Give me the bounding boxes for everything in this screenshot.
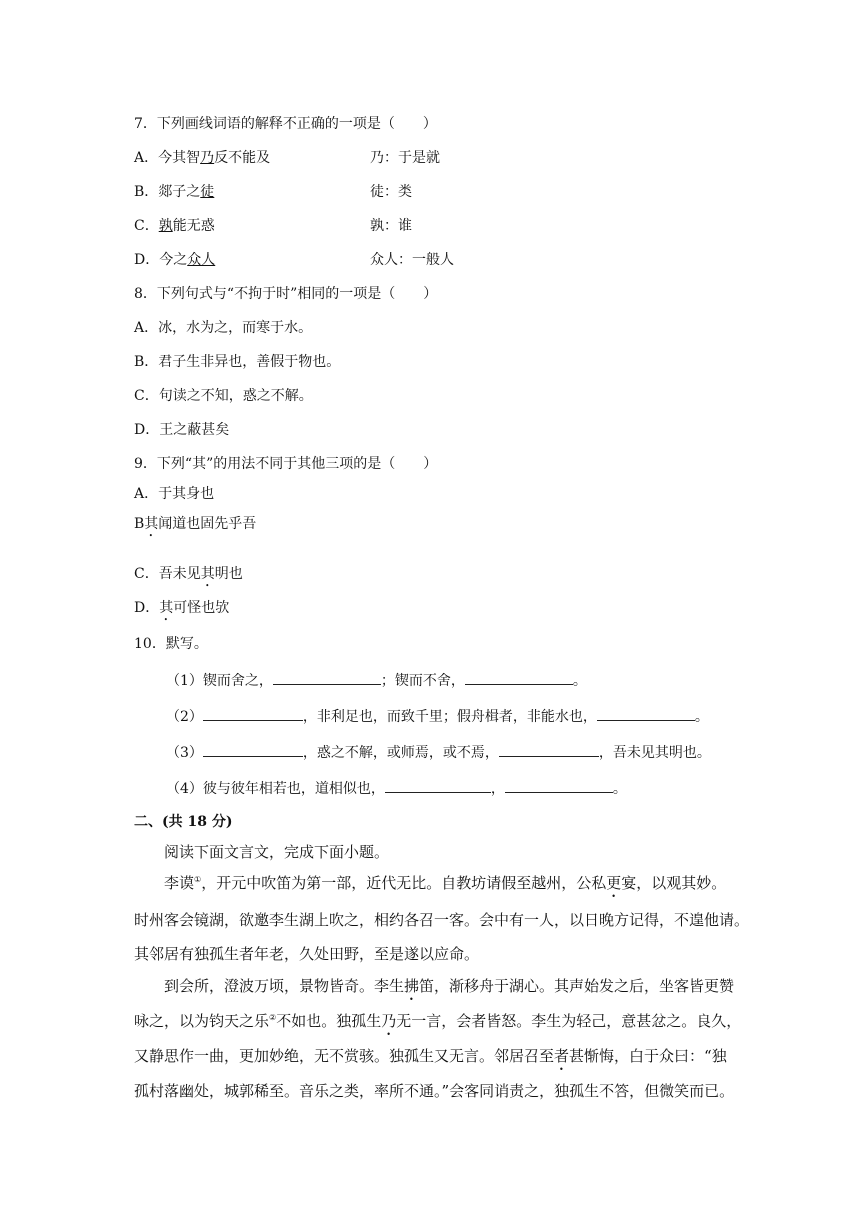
underlined-word: 孰: [158, 218, 173, 234]
dictation-item-3: [166, 742, 711, 763]
q8-option-c[interactable]: C．句读之不知，惑之不解。: [134, 388, 313, 404]
underlined-word: 乃: [200, 150, 215, 166]
option-label: C．: [134, 218, 159, 234]
text-run: ，开元中吹笛为第一部，近代无比。自教坊请假至越州，公私: [201, 874, 607, 892]
q9-option-d[interactable]: [134, 598, 229, 624]
text-run: 李谟: [164, 874, 195, 892]
section-instruction: 阅读下面文言文，完成下面小题。: [164, 843, 390, 861]
text-run: 到会所，澄波万顷，景物皆奇。李生: [164, 977, 405, 995]
option-text: 于: [158, 486, 173, 502]
passage-line: [134, 1011, 742, 1039]
option-text: 能无惑: [172, 218, 215, 234]
dotted-word: 乃: [381, 1012, 397, 1030]
q9-option-a[interactable]: [134, 484, 214, 504]
option-gloss: 徒：类: [370, 184, 412, 200]
q8-option-a[interactable]: A．冰，水为之，而寒于水。: [134, 320, 313, 336]
option-gloss: 孰：谁: [370, 218, 412, 234]
item-text: 彼与彼年相若也，道相似也，: [202, 781, 385, 797]
item-number: （4）: [166, 781, 203, 797]
q7-option-b[interactable]: [134, 182, 412, 202]
option-label: B: [134, 516, 145, 532]
option-text: 今之: [159, 252, 188, 268]
q7-stem: 7．下列画线词语的解释不正确的一项是（ ）: [134, 116, 437, 132]
answer-blank[interactable]: [465, 670, 573, 685]
answer-blank[interactable]: [505, 778, 613, 793]
q10-stem: 10．默写。: [134, 636, 208, 652]
dotted-word: 其: [144, 516, 159, 532]
item-text: ，非利足也，而致千里；假舟楫者，非能水也，: [302, 709, 597, 725]
item-text: ，: [490, 781, 505, 797]
option-label: A．: [134, 486, 159, 502]
item-text: ；锲而不舍，: [380, 673, 465, 689]
dotted-word: 其: [200, 566, 215, 582]
dotted-word: 者: [554, 1047, 570, 1065]
option-label: A．: [134, 150, 159, 166]
q7-option-a[interactable]: [134, 148, 440, 168]
text-run: 甚惭悔，白于众曰：“独: [569, 1047, 727, 1065]
q8-option-d[interactable]: D．王之蔽甚矣: [134, 422, 230, 438]
underlined-word: 徒: [200, 184, 215, 200]
option-text: 今其智: [158, 150, 201, 166]
option-text: 可怪也欤: [173, 600, 230, 616]
item-text: 锲而舍之，: [202, 673, 273, 689]
option-text: 郯子之: [158, 184, 201, 200]
option-text: 身也: [186, 486, 215, 502]
footnote-marker: ①: [194, 875, 202, 884]
text-run: 宴，以观其妙。: [621, 874, 727, 892]
option-label: B．: [134, 184, 159, 200]
q7-option-d[interactable]: [134, 250, 454, 270]
option-gloss: 乃：于是就: [370, 150, 440, 166]
passage-line: [164, 873, 764, 901]
item-text: ，吾未见其明也。: [598, 745, 711, 761]
q8-option-b[interactable]: B．君子生非异也，善假于物也。: [134, 354, 341, 370]
passage-line: 孤村落幽处，城郭稀至。音乐之类，率所不通。”会客同诮责之，独孤生不答，但微笑而已。: [134, 1082, 735, 1100]
passage-line: [134, 1046, 734, 1074]
dictation-item-4: [166, 778, 627, 799]
answer-blank[interactable]: [273, 670, 381, 685]
dotted-word: 拂: [404, 977, 420, 995]
text-run: 咏之，以为钧天之乐: [134, 1012, 270, 1030]
passage-line: 时州客会镜湖，欲邀李生湖上吹之，相约各召一客。会中有一人，以日晚方记得，不遑他请。: [134, 911, 750, 929]
q7-option-c[interactable]: [134, 216, 412, 236]
item-number: （3）: [166, 745, 203, 761]
text-run: 笛，渐移舟于湖心。其声始发之后，坐客皆更赞: [419, 977, 735, 995]
text-run: 不如也。独孤生: [276, 1012, 382, 1030]
item-text: 。: [572, 673, 587, 689]
item-number: （1）: [166, 673, 203, 689]
passage-line: 其邻居有独孤生者年老，久处田野，至是遂以应命。: [134, 945, 480, 963]
footnote-marker: ②: [269, 1013, 277, 1022]
answer-blank[interactable]: [499, 742, 599, 757]
option-label: D．: [134, 252, 160, 268]
dictation-item-1: [166, 670, 587, 691]
q9-stem: 9．下列“其”的用法不同于其他三项的是（ ）: [134, 456, 438, 472]
passage-line: [164, 976, 764, 1004]
item-number: （2）: [166, 709, 203, 725]
option-text: 吾未见: [158, 566, 201, 582]
dictation-item-2: [166, 706, 709, 727]
q9-option-c[interactable]: [134, 564, 243, 590]
answer-blank[interactable]: [203, 742, 303, 757]
option-text: 闻道也固先乎吾: [158, 516, 257, 532]
q9-option-b[interactable]: [134, 514, 256, 540]
key-word: 其: [172, 486, 187, 502]
item-text: ，惑之不解，或师焉，或不焉，: [302, 745, 499, 761]
answer-blank[interactable]: [597, 706, 695, 721]
option-gloss: 众人：一般人: [370, 252, 454, 268]
text-run: 又静思作一曲，更加妙绝，无不赏骇。独孤生又无言。邻居召至: [134, 1047, 555, 1065]
answer-blank[interactable]: [203, 706, 303, 721]
q8-stem: 8．下列句式与“不拘于时”相同的一项是（ ）: [134, 286, 438, 302]
option-label: C．: [134, 566, 159, 582]
option-text: 明也: [214, 566, 243, 582]
text-run: 无一言，会者皆怒。李生为轻己，意甚忿之。良久，: [396, 1012, 742, 1030]
option-label: D．: [134, 600, 160, 616]
underlined-word: 众人: [187, 252, 216, 268]
item-text: 。: [612, 781, 627, 797]
item-text: 。: [694, 709, 709, 725]
section-heading: 二、(共 18 分): [134, 814, 233, 830]
dotted-word: 更: [606, 874, 622, 892]
option-text: 反不能及: [214, 150, 271, 166]
dotted-word: 其: [159, 600, 174, 616]
answer-blank[interactable]: [385, 778, 491, 793]
